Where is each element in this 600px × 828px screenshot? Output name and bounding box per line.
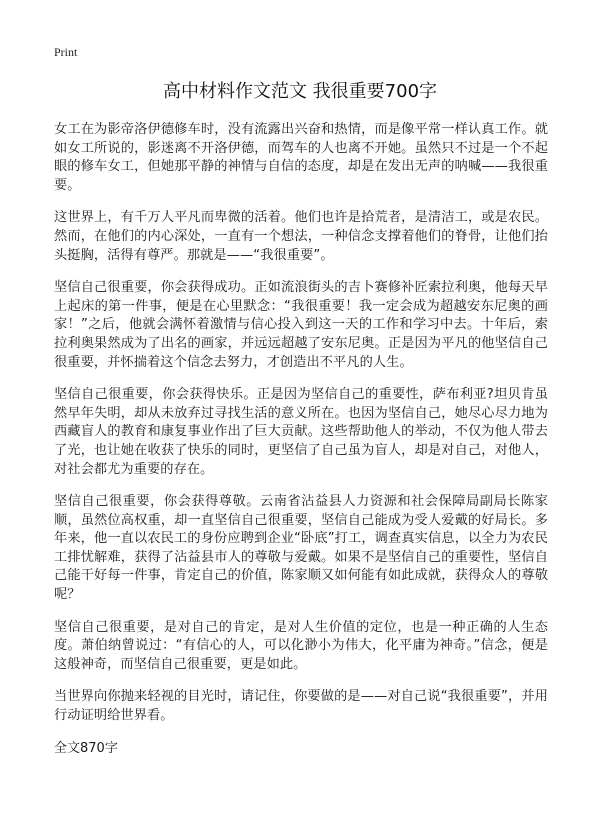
paragraph-5: 坚信自己很重要，你会获得尊敬。云南省沾益县人力资源和社会保障局副局长陈家顺，虽然位高权重，却一直坚信自己很重要，坚信自己能成为受人爱戴的好局长。多年来，他一直以农民工的身份应聘到企业“卧底”打工，调查真实信息，以全力为农民工排忧解难，获得了沾益县市人的尊敬与爱戴。如果不是坚信自己的重要性，坚信自己能干好每一件事，肯定自己的价值，陈家顺又如何能有如此成就，获得众人的尊敬呢？: [54, 494, 548, 603]
paragraph-2: 这世界上，有千万人平凡而卑微的活着。他们也许是拾荒者，是清洁工，或是农民。然而，在他们的内心深处，一直有一个想法，一种信念支撑着他们的脊骨，让他们抬头挺胸，活得有尊严。那就是——“我很重要”。: [54, 210, 548, 263]
paragraph-6: 坚信自己很重要，是对自己的肯定，是对人生价值的定位，也是一种正确的人生态度。萧伯纳曾说过：“有信心的人，可以化渺小为伟大，化平庸为神奇。”信念，便是这般神奇，而坚信自己很重要，更是如此。: [54, 619, 548, 672]
article-body: [54, 121, 548, 758]
paragraph-7: 当世界向你抛来轻视的目光时，请记住，你要做的是——对自己说“我很重要”，并用行动证明给世界看。: [54, 689, 548, 724]
paragraph-4: 坚信自己很重要，你会获得快乐。正是因为坚信自己的重要性，萨布利亚?坦贝肯虽然早年失明，却从未放弃过寻找生活的意义所在。也因为坚信自己，她尽心尽力地为西藏盲人的教育和康复事业作出了巨大贡献。这些帮助他人的举动，不仅为他人带去了光，也让她在收获了快乐的同时，更坚信了自己虽为盲人，却是对自己，对他人，对社会都尤为重要的存在。: [54, 387, 548, 477]
print-link[interactable]: Print: [54, 45, 78, 59]
paragraph-1: 女工在为影帝洛伊德修车时，没有流露出兴奋和热情，而是像平常一样认真工作。就如女工所说的，影迷离不开洛伊德，而驾车的人也离不开她。虽然只不过是一个不起眼的修车女工，但她那平静的神情与自信的态度，却是在发出无声的呐喊——我很重要。: [54, 122, 548, 193]
paragraph-3: 坚信自己很重要，你会获得成功。正如流浪街头的吉卜赛修补匠索拉利奥，他每天早上起床的第一件事，便是在心里默念：“我很重要！我一定会成为超越安东尼奥的画家！”之后，他就会满怀着激情与信心投入到这一天的工作和学习中去。十年后，索拉利奥果然成为了出名的画家，并远远超越了安东尼奥。正是因为平凡的他坚信自己很重要，并怀揣着这个信念去努力，才创造出不平凡的人生。: [54, 280, 548, 370]
word-count: 全文870字: [54, 740, 118, 756]
page-title: 高中材料作文范文 我很重要700字: [162, 81, 438, 102]
